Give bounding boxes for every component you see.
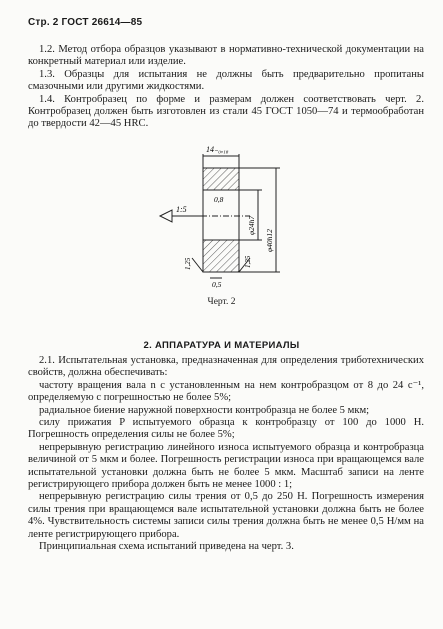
list-item-rotation: частоту вращения вала n с установленным на нем контробразцом от 8 до 24 с⁻¹, определяемую с погрешностью не более 5%; <box>28 379 424 404</box>
chamfer-left-label: 1,25 <box>184 257 192 270</box>
paragraph-2-1: 2.1. Испытательная установка, предназначенная для определения триботехнических свойств, должна обеспечивать: <box>28 355 424 379</box>
page-header: Стр. 2 ГОСТ 26614—85 <box>28 17 143 28</box>
paragraph-1-3: 1.3. Образцы для испытания не должны быть предварительно пропитаны смазочными или другими жидкостями. <box>28 68 424 93</box>
section-title: 2. АППАРАТУРА И МАТЕРИАЛЫ <box>143 340 300 351</box>
figure-caption: Черт. 2 <box>207 297 236 307</box>
dim-inner-label: φ24h7 <box>247 215 256 235</box>
paragraph-scheme: Принципиальная схема испытаний приведена на черт. 3. <box>39 541 294 553</box>
paragraph-1-2: 1.2. Метод отбора образцов указывают в нормативно-технической документации на конкретный материал или изделие. <box>28 44 424 68</box>
list-item-wear: непрерывную регистрацию линейного износа испытуемого образца и контробразца величиной от 5 мкм и более. Погрешность регистрации износа при вращающемся вале испытательной установки должна быть не более 5 мкм. Масштаб записи на ленте регистрирующего прибора должен быть не менее 1000 : 1; <box>28 441 424 491</box>
dim-bottom-label: 0,5 <box>212 280 222 289</box>
section-paragraphs <box>28 355 424 554</box>
counter-sample-drawing <box>150 140 300 290</box>
list-item-friction: непрерывную регистрацию силы трения от 0,5 до 250 Н. Погрешность измерения силы трения при вращающемся вале испытательной установки должна быть не более 4%. Чувствительность системы записи силы трения должна быть не менее 0,5 Н/мм на ленте регистрирующего прибора. <box>28 491 424 540</box>
list-item-force: силу прижатия P испытуемого образца к контробразцу от 100 до 1000 Н. Погрешность определения силы не более 5%; <box>28 417 424 441</box>
dim-chamfer-top-label: 0,8 <box>214 195 224 204</box>
top-paragraphs <box>28 44 424 131</box>
taper-label: 1:5 <box>176 205 187 214</box>
dim-outer-label: φ40h12 <box>265 229 274 252</box>
list-item-runout: радиальное биение наружной поверхности контробразца не более 5 мкм; <box>39 404 370 416</box>
paragraph-1-4: 1.4. Контробразец по форме и размерам должен соответствовать черт. 2. Контробразец должен быть изготовлен из стали 45 ГОСТ 1050—74 и термообработан до твердости 42—45 HRC. <box>28 93 424 130</box>
chamfer-right-label: 1,25 <box>244 255 252 268</box>
dim-top-label: 14₋₀,₁₈ <box>206 145 229 154</box>
